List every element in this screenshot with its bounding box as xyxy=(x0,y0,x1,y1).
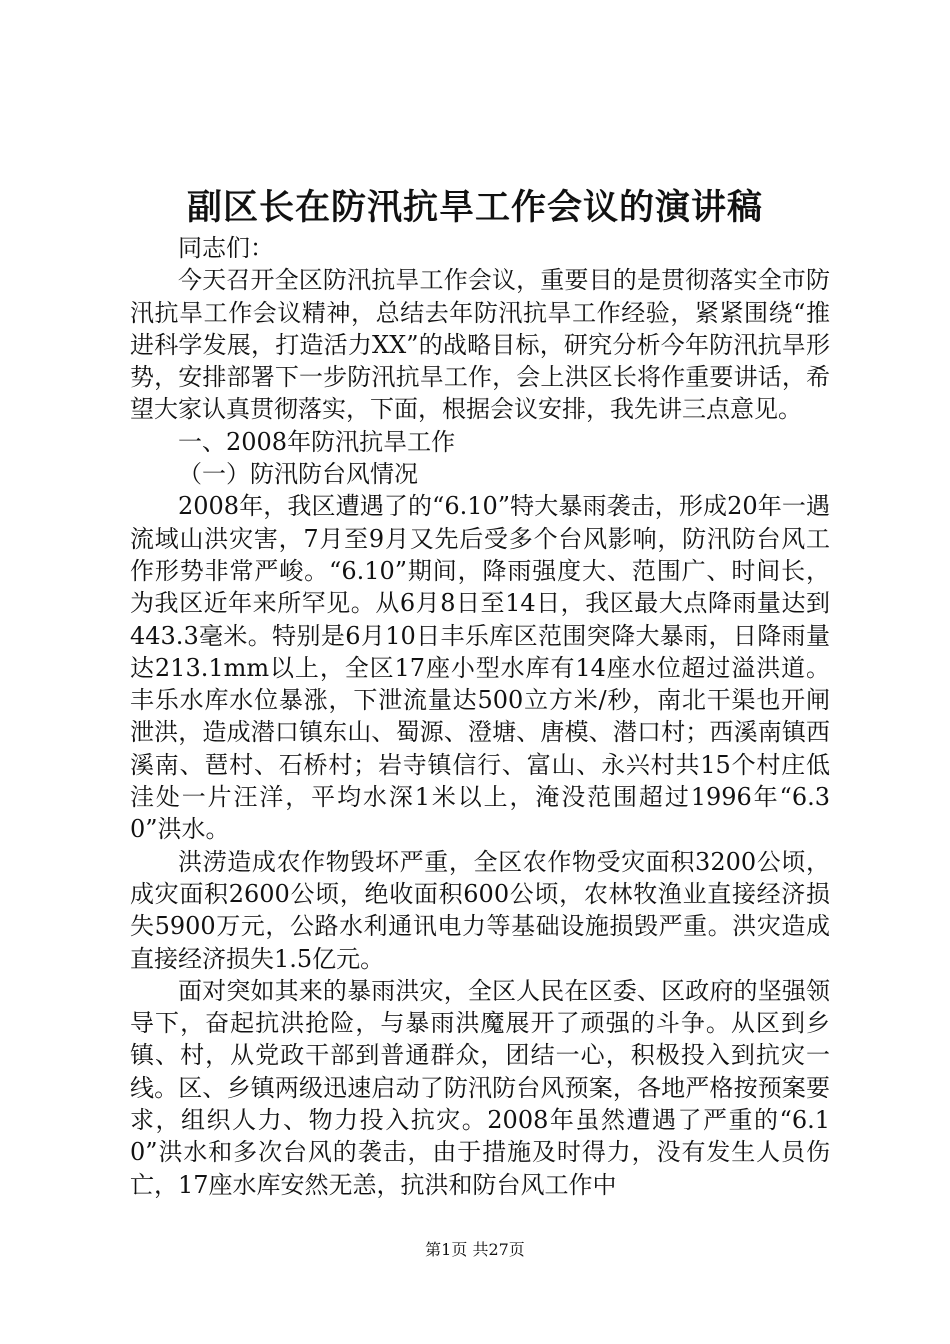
salutation: 同志们： xyxy=(178,234,274,262)
paragraph-flood-losses: 洪涝造成农作物毁坏严重，全区农作物受灾面积3200公顷，成灾面积2600公顷，绝收面积600公顷，农林牧渔业直接经济损失5900万元，公路水利通讯电力等基础设施损毁严重。洪灾造成直接经济损失1.5亿元。 xyxy=(130,847,830,973)
page-number: 第1页 共27页 xyxy=(425,1240,525,1259)
paragraph-flood-response: 面对突如其来的暴雨洪灾，全区人民在区委、区政府的坚强领导下，奋起抗洪抢险，与暴雨洪魔展开了顽强的斗争。从区到乡镇、村，从党政干部到普通群众，团结一心，积极投入到抗灾一线。区、乡镇两级迅速启动了防汛防台风预案，各地严格按预案要求，组织人力、物力投入抗灾。2008年虽然遭遇了严重的“6.10”洪水和多次台风的袭击，由于措施及时得力，没有发生人员伤亡，17座水库安然无恙，抗洪和防台风工作中 xyxy=(130,976,830,1199)
paragraph-intro: 今天召开全区防汛抗旱工作会议，重要目的是贯彻落实全市防汛抗旱工作会议精神，总结去年防汛抗旱工作经验，紧紧围绕“推进科学发展，打造活力XX”的战略目标，研究分析今年防汛抗旱形势，安排部署下一步防汛抗旱工作，会上洪区长将作重要讲话，希望大家认真贯彻落实，下面，根据会议安排，我先讲三点意见。 xyxy=(130,266,830,424)
document-title: 副区长在防汛抗旱工作会议的演讲稿 xyxy=(186,187,763,228)
section-heading: 一、2008年防汛抗旱工作 xyxy=(178,427,456,456)
paragraph-flood-event: 2008年，我区遭遇了的“6.10”特大暴雨袭击，形成20年一遇流域山洪灾害，7月至9月又先后受多个台风影响，防汛防台风工作形势非常严峻。“6.10”期间，降雨强度大、范围广、时间长，为我区近年来所罕见。从6月8日至14日，我区最大点降雨量达到443.3毫米。特别是6月10日丰乐库区范围突降大暴雨，日降雨量达213.1mm以上，全区17座小型水库有14座水位超过溢洪道。丰乐水库水位暴涨，下泄流量达500立方米/秒，南北干渠也开闸泄洪，造成潜口镇东山、蜀源、澄塘、唐模、潜口村；西溪南镇西溪南、琶村、石桥村；岩寺镇信行、富山、永兴村共15个村庄低洼处一片汪洋，平均水深1米以上，淹没范围超过1996年“6.30”洪水。 xyxy=(130,492,830,844)
document-body xyxy=(130,232,830,1201)
subsection-heading: （一）防汛防台风情况 xyxy=(178,460,418,489)
